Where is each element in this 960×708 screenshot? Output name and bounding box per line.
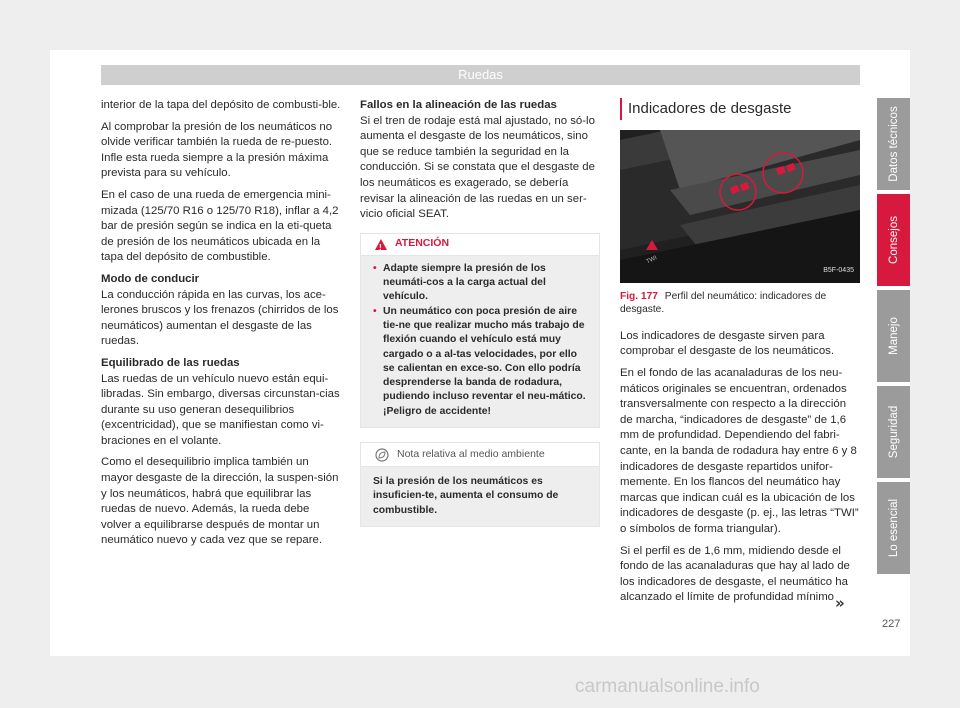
paragraph: Los indicadores de desgaste sirven para comprobar el desgaste de los neumáticos.	[620, 329, 835, 358]
paragraph: Al comprobar la presión de los neumáticos no olvide verificar también la rueda de re-puesto. Infle esta rueda siempre a la presión máxima prevista para su vehículo.	[101, 120, 333, 180]
paragraph: interior de la tapa del depósito de combusti-ble.	[101, 99, 341, 111]
tire-tread-illustration	[620, 130, 860, 283]
figure-code: B5F-0435	[823, 267, 854, 275]
warning-box	[360, 233, 600, 428]
figure-caption-text: Perfil del neumático: indicadores de desgaste.	[620, 291, 827, 316]
chapter-header: Ruedas	[101, 65, 860, 85]
warning-list	[361, 256, 599, 427]
environment-note-text: Si la presión de los neumáticos es insuficien-te, aumenta el consumo de combustible.	[361, 467, 599, 526]
column-middle	[360, 98, 600, 527]
warning-header	[361, 234, 599, 256]
warning-title: ATENCIÓN	[395, 237, 450, 250]
paragraph: En el fondo de las acanaladuras de los neu-máticos originales se encuentran, ordenados transversalmente con respecto a la dirección de marcha, “indicadores de desgaste” de 1,6 mm de profundidad. Dependiendo del fabri-cante, en la banda de rodadura hay entre 6 y 8 indicadores de desgaste repartidos unifor-memente. En los flancos del neumático hay marcas que indican cuál es la ubicación de los indicadores de desgaste (p. ej., las letras “TWI” o símbolos de forma triangular).	[620, 367, 859, 535]
environment-note-title: Nota relativa al medio ambiente	[397, 447, 545, 460]
page-number: 227	[882, 618, 901, 630]
paragraph: La conducción rápida en las curvas, los ace-lerones bruscos y los frenazos (chirridos de los neumáticos) aumentan el desgaste de las ruedas.	[101, 288, 339, 348]
section-title: Indicadores de desgaste	[620, 98, 860, 120]
tab-datos-tecnicos[interactable]: Datos técnicos	[877, 98, 910, 190]
continue-mark: »	[835, 594, 845, 612]
tire-figure	[620, 130, 860, 283]
environment-leaf-icon	[375, 448, 389, 462]
environment-note-header	[361, 443, 599, 467]
environment-note-box	[360, 442, 600, 527]
subheading-balancing: Equilibrado de las ruedas	[101, 356, 240, 369]
column-left	[101, 98, 341, 555]
paragraph: Las ruedas de un vehículo nuevo están equi-libradas. Sin embargo, diversas circunstan-cias durante su uso generan desequilibrios (excentricidad), que se manifiestan como vi-braciones en el volante.	[101, 372, 340, 447]
warning-item: • Un neumático con poca presión de aire tie-ne que realizar mucho más trabajo de flexión cuando el vehículo está muy cargado o a al-tas velocidades, por ello se calientan en exce-so. Con ello podría desprenderse la banda de rodadura, pudiendo incluso reventar el neu-mático. ¡Peligro de accidente!	[373, 305, 587, 419]
tab-manejo[interactable]: Manejo	[877, 290, 910, 382]
tire-twi-label: TWI	[645, 255, 659, 266]
chapter-tabs	[877, 98, 910, 578]
paragraph: En el caso de una rueda de emergencia mini-mizada (125/70 R16 o 125/70 R18), inflar a 4,2 bar de presión según se indica en la eti-queta de presión de los neumáticos ubicada en la tapa del depósito de combustible.	[101, 188, 339, 264]
tab-seguridad[interactable]: Seguridad	[877, 386, 910, 478]
subheading-alignment: Fallos en la alineación de las ruedas	[360, 99, 557, 111]
paragraph: Si el tren de rodaje está mal ajustado, no só-lo aumenta el desgaste de los neumáticos, sino que se reduce también la seguridad en la conducción. Si se constata que el desgaste de los neumáticos es exagerado, se debería revisar la alineación de las ruedas en un ser-vicio oficial SEAT.	[360, 114, 595, 221]
watermark-logo: carmanualsonline.info	[575, 676, 760, 697]
figure-number: Fig. 177	[620, 291, 658, 302]
tab-consejos[interactable]: Consejos	[877, 194, 910, 286]
column-right	[620, 98, 860, 612]
warning-item: • Adapte siempre la presión de los neumáti-cos a la carga actual del vehículo.	[373, 262, 587, 305]
paragraph: Si el perfil es de 1,6 mm, midiendo desde el fondo de las acanaladuras que hay al lado de los indicadores de desgaste, el neumático ha alcanzado el límite de profundidad mínimo	[620, 544, 850, 604]
tab-lo-esencial[interactable]: Lo esencial	[877, 482, 910, 574]
paragraph: Como el desequilibrio implica también un mayor desgaste de la dirección, la suspen-sión y los neumáticos, habrá que equilibrar las ruedas de nuevo. Además, la rueda debe volver a equilibrarse después de montar un neumático nuevo y cada vez que se repare.	[101, 456, 339, 547]
figure-caption	[620, 290, 860, 317]
subheading-driving: Modo de conducir	[101, 272, 200, 285]
warning-triangle-icon	[375, 239, 387, 250]
